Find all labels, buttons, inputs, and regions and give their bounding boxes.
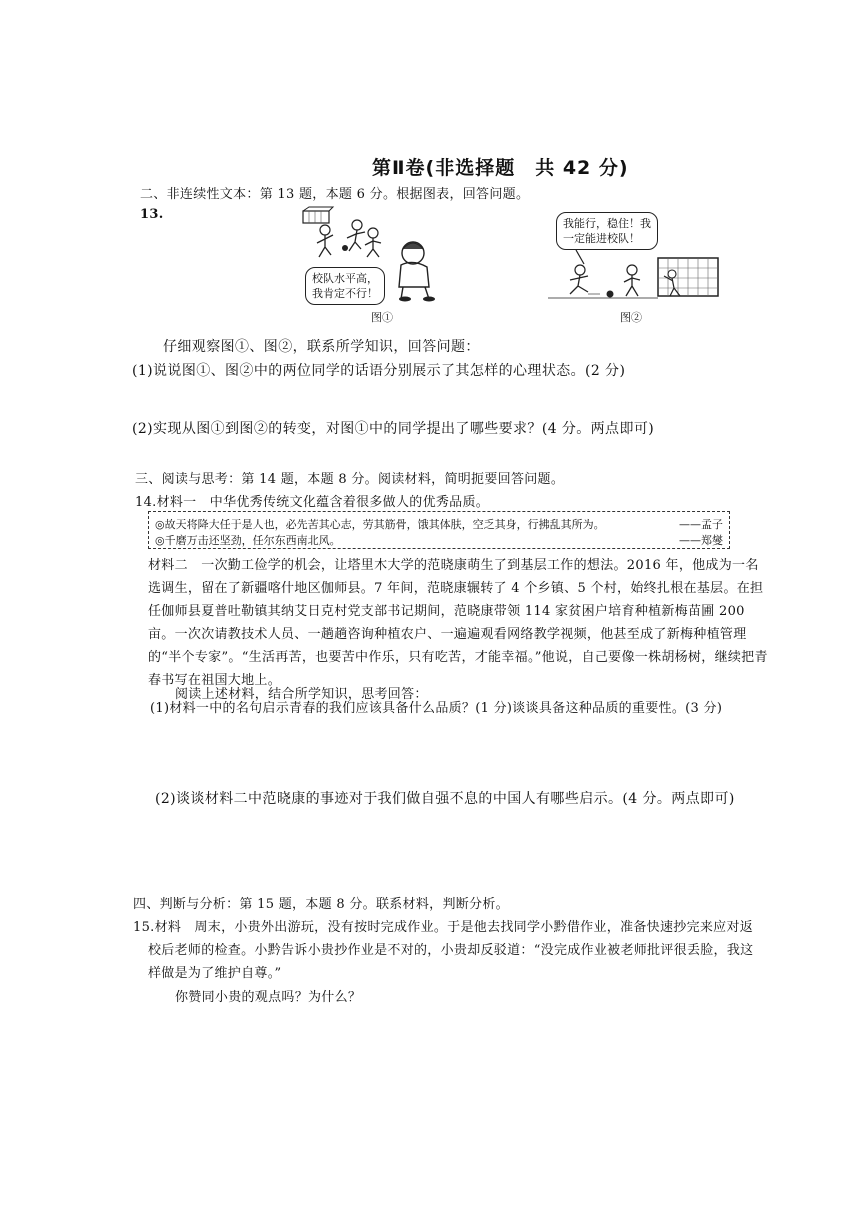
figure-2-speech-bubble (556, 212, 658, 250)
q15-question: 你赞同小贵的观点吗？为什么？ (175, 990, 362, 1005)
q13-number: 13. (140, 207, 164, 222)
q14-intro: 14.材料一 中华优秀传统文化蕴含着很多做人的优秀品质。 (135, 495, 490, 510)
figure-2-bubble-line-2: 一定能进校队！ (563, 232, 640, 245)
material-2-line: 亩。一次次请教技术人员、一趟趟咨询种植农户、一遍遍观看网络教学视频，他甚至成了新梅种植管理 (148, 627, 747, 642)
quote-2: ◎千磨万击还坚劲，任尔东西南北风。 (155, 534, 341, 547)
part3-instruction: 阅读上述材料，结合所学知识，思考回答： (175, 687, 428, 702)
figure-2-caption: 图② (620, 311, 642, 324)
q14-sub1: (1)材料一中的名句启示青春的我们应该具备什么品质？(1 分)谈谈具备这种品质的重要性。(3 分) (150, 701, 723, 716)
quote-1: ◎故天将降大任于是人也，必先苦其心志，劳其筋骨，饿其体肤，空乏其身，行拂乱其所为。 (155, 518, 605, 531)
part4-heading: 四、判断与分析：第 15 题，本题 8 分。联系材料，判断分析。 (133, 897, 509, 912)
quote-box (148, 511, 730, 549)
quote-1-author: ——孟子 (679, 518, 723, 531)
q15-material-line: 15.材料 周末，小贵外出游玩，没有按时完成作业。于是他去找同学小黔借作业，准备快速抄完来应对返 (133, 920, 754, 935)
q15-material-line: 校后老师的检查。小黔告诉小贵抄作业是不对的，小贵却反驳道：“没完成作业被老师批评很丢脸，我这 (148, 943, 754, 958)
material-2-line: 任伽师县夏普吐勒镇其纳艾日克村党支部书记期间，范晓康带领 114 家贫困户培育种植新梅苗圃 200 (148, 604, 745, 619)
section-title: 第Ⅱ卷(非选择题 共 42 分) (372, 157, 629, 179)
figure-1-caption: 图① (371, 311, 393, 324)
figure-1-speech-bubble (305, 267, 385, 305)
figure-1-bubble-line-1: 校队水平高， (312, 272, 378, 285)
material-2-line: 材料二 一次勤工俭学的机会，让塔里木大学的范晓康萌生了到基层工作的想法。2016 年，他成为一名 (148, 558, 759, 573)
figure-2-bubble-line-1: 我能行，稳住！我 (563, 217, 651, 230)
part2-instruction: 仔细观察图①、图②，联系所学知识，回答问题： (163, 339, 480, 355)
q13-sub2: (2)实现从图①到图②的转变，对图①中的同学提出了哪些要求？(4 分。两点即可) (132, 421, 655, 437)
figure-1-bubble-line-2: 我肯定不行！ (312, 287, 378, 300)
q14-sub2: (2)谈谈材料二中范晓康的事迹对于我们做自强不息的中国人有哪些启示。(4 分。两点即可) (155, 791, 735, 807)
part3-heading: 三、阅读与思考：第 14 题，本题 8 分。阅读材料，简明扼要回答问题。 (135, 472, 565, 487)
material-2-line: 的“半个专家”。“生活再苦，也要苦中作乐，只有吃苦，才能幸福。”他说，自己要像一株胡杨树，继续把青 (148, 650, 768, 665)
q15-material-line: 样做是为了维护自尊。” (148, 966, 282, 981)
quote-2-author: ——郑燮 (679, 534, 723, 547)
q13-sub1: (1)说说图①、图②中的两位同学的话语分别展示了其怎样的心理状态。(2 分) (132, 363, 626, 379)
material-2-line: 春书写在祖国大地上。 (148, 673, 282, 688)
figure-2-illustration (548, 250, 728, 305)
part2-heading: 二、非连续性文本：第 13 题，本题 6 分。根据图表，回答问题。 (140, 187, 530, 202)
material-2-line: 选调生，留在了新疆喀什地区伽师县。7 年间，范晓康辗转了 4 个乡镇、5 个村，始终扎根在基层。在担 (148, 581, 764, 596)
